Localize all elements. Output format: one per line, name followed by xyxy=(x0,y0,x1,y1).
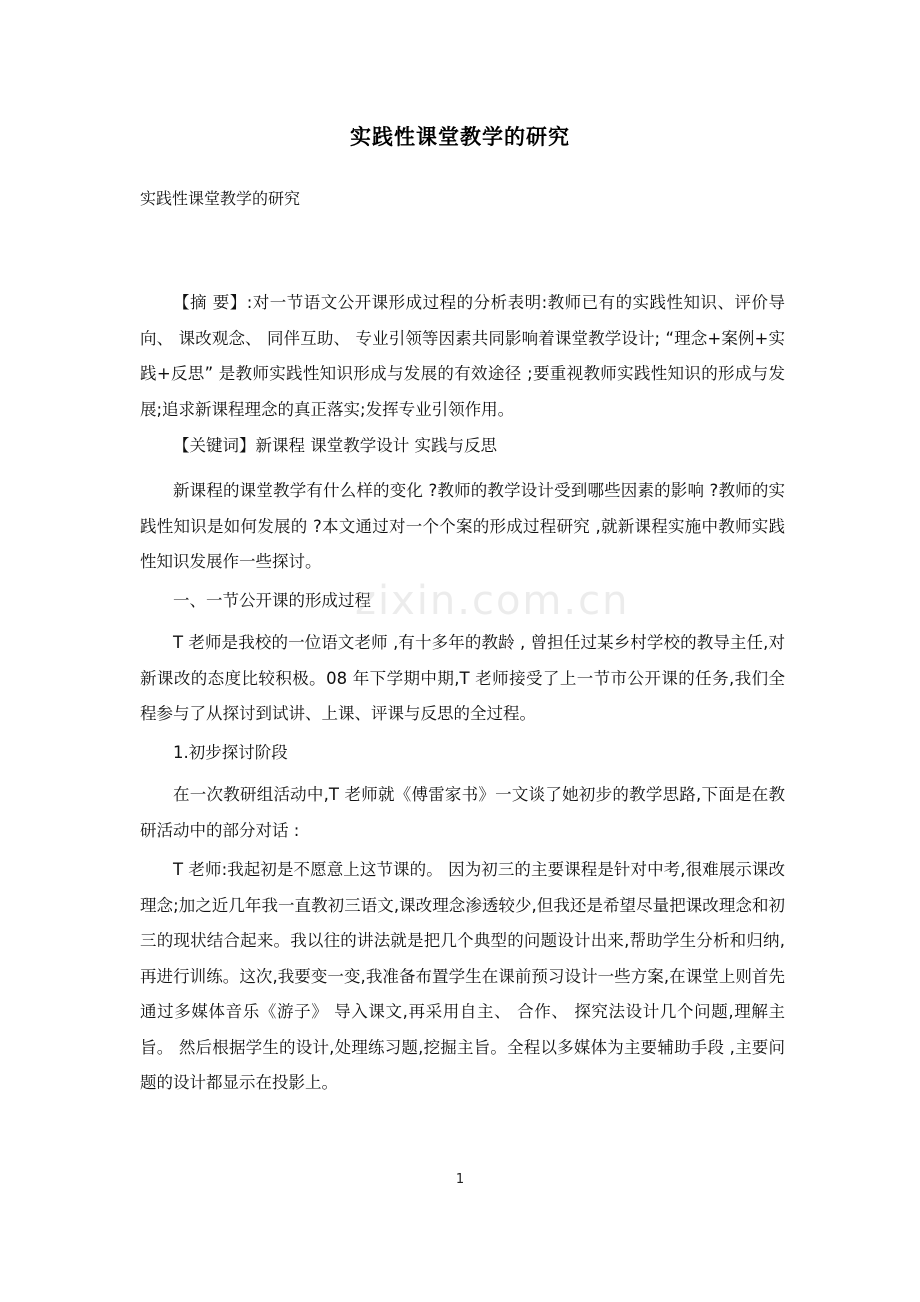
dialogue-paragraph: T 老师:我起初是不愿意上这节课的。 因为初三的主要课程是针对中考,很难展示课改理念;加之近几年我一直教初三语文,课改理念渗透较少,但我还是希望尽量把课改理念和初三的现状结合起来。我以往的讲法就是把几个典型的问题设计出来,帮助学生分析和归纳,再进行训练。这次,我要变一变,我准备布置学生在课前预习设计一些方案,在课堂上则首先通过多媒体音乐《游子》 导入课文,再采用自主、 合作、 探究法设计几个问题,理解主旨。 然后根据学生的设计,处理练习题,挖掘主旨。全程以多媒体为主要辅助手段 ,主要问题的设计都显示在投影上。 xyxy=(140,860,785,1092)
abstract-paragraph: 【摘 要】:对一节语文公开课形成过程的分析表明:教师已有的实践性知识、评价导向、 课改观念、 同伴互助、 专业引领等因素共同影响着课堂教学设计; “理念+案例+实践+反思” 是教师实践性知识形成与发展的有效途径 ;要重视教师实践性知识的形成与发展;追求新课程理念的真正落实;发挥专业引领作用。 xyxy=(140,293,785,419)
section-heading: 一、一节公开课的形成过程 xyxy=(173,591,371,610)
page-number: 1 xyxy=(455,1172,465,1187)
document-title: 实践性课堂教学的研究 xyxy=(350,125,570,149)
watermark: zixin.com.cn xyxy=(355,578,630,624)
intro-paragraph: 新课程的课堂教学有什么样的变化 ?教师的教学设计受到哪些因素的影响 ?教师的实践性知识是如何发展的 ?本文通过对一个个案的形成过程研究 ,就新课程实施中教师实践性知识发展作一些探讨。 xyxy=(140,481,785,571)
keywords-paragraph: 【关键词】新课程 课堂教学设计 实践与反思 xyxy=(173,436,497,455)
subsection-heading: 1.初步探讨阶段 xyxy=(173,743,288,762)
meeting-paragraph: 在一次教研组活动中,T 老师就《傅雷家书》一文谈了她初步的教学思路,下面是在教研活动中的部分对话 : xyxy=(140,785,785,840)
teacher-paragraph: T 老师是我校的一位语文老师 ,有十多年的教龄 , 曾担任过某乡村学校的教导主任,对新课改的态度比较积极。08 年下学期中期,T 老师接受了上一节市公开课的任务,我们全程参与了从探讨到试讲、上课、评课与反思的全过程。 xyxy=(140,633,785,723)
document-subtitle: 实践性课堂教学的研究 xyxy=(140,189,301,208)
